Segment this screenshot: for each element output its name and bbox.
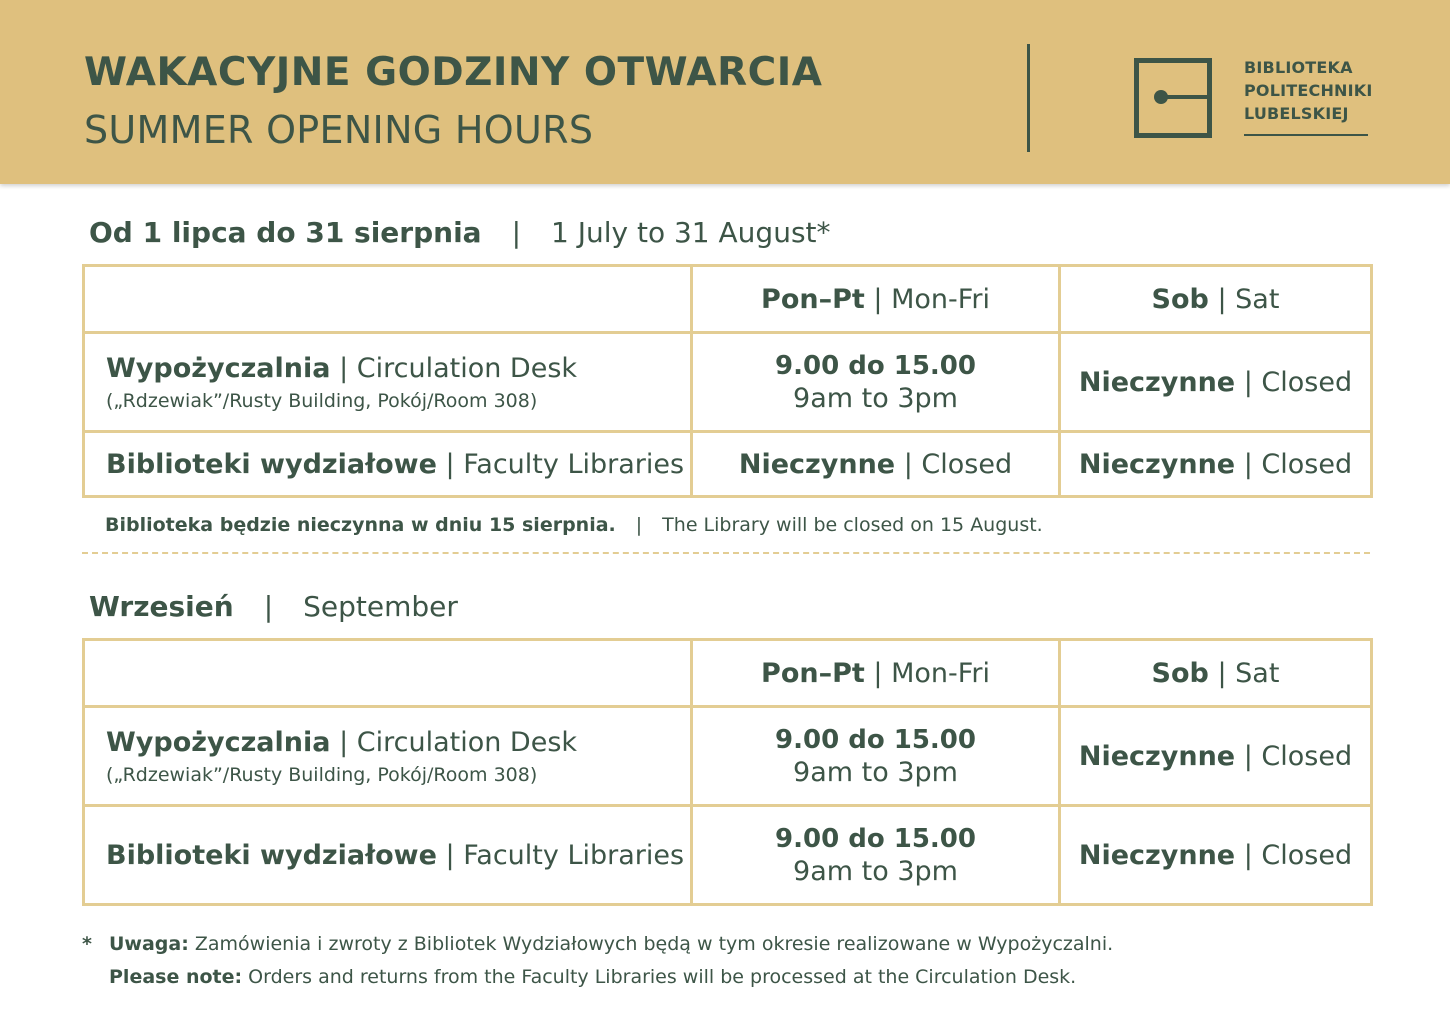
status-pl: Nieczynne <box>1078 740 1236 772</box>
weekdays-label-en: Mon-Fri <box>891 657 990 689</box>
separator: | <box>1217 283 1227 315</box>
saturday-hours-cell: Nieczynne | Closed <box>1060 707 1372 806</box>
header-empty-cell <box>84 266 692 333</box>
separator: | <box>873 283 883 315</box>
closure-note-pl: Biblioteka będzie nieczynna w dniu 15 sierpnia. <box>105 514 616 536</box>
footnote-label-pl: Uwaga: <box>109 933 189 955</box>
header-saturday-cell <box>1060 640 1372 707</box>
weekdays-label-pl: Pon–Pt <box>761 657 865 689</box>
hours-pl: 9.00 do 15.00 <box>775 350 976 381</box>
weekdays-label-en: Mon-Fri <box>891 283 990 315</box>
title-english: SUMMER OPENING HOURS <box>84 108 594 152</box>
weekdays-hours-cell <box>692 806 1060 905</box>
saturday-label-en: Sat <box>1235 283 1280 315</box>
table-header-row <box>84 640 1372 707</box>
footnote-line-en <box>82 961 1113 994</box>
status-en: Closed <box>1261 740 1353 772</box>
summer-heading-pl: Od 1 lipca do 31 sierpnia <box>89 216 482 249</box>
september-heading <box>89 590 458 623</box>
summer-heading <box>89 216 831 249</box>
footnote-text-pl: Zamówienia i zwroty z Bibliotek Wydziałowych będą w tym okresie realizowane w Wypożyczalni. <box>194 933 1114 955</box>
hours-en: 9am to 3pm <box>793 382 958 414</box>
header-weekdays-cell <box>692 640 1060 707</box>
title-polish: WAKACYJNE GODZINY OTWARCIA <box>84 50 823 95</box>
summer-hours-table <box>82 264 1373 498</box>
hours-en: 9am to 3pm <box>793 756 958 788</box>
location-name-en: Circulation Desk <box>356 352 578 384</box>
logo-line: POLITECHNIKI <box>1244 81 1373 100</box>
saturday-hours-cell: Nieczynne | Closed <box>1060 432 1372 497</box>
footnote-text-en: Orders and returns from the Faculty Libraries will be processed at the Circulation Desk. <box>248 966 1077 988</box>
saturday-label-en: Sat <box>1235 657 1280 689</box>
location-cell: Biblioteki wydziałowe | Faculty Libraries <box>84 806 692 905</box>
hours-pl: 9.00 do 15.00 <box>775 724 976 755</box>
summer-heading-en: 1 July to 31 August* <box>551 216 831 249</box>
footnote-label-en: Please note: <box>109 966 243 988</box>
heading-separator: | <box>511 216 522 249</box>
location-name-en: Faculty Libraries <box>463 448 685 480</box>
september-heading-pl: Wrzesień <box>89 590 234 623</box>
note-separator: | <box>635 514 643 536</box>
table-row <box>84 333 1372 432</box>
weekdays-label-pl: Pon–Pt <box>761 283 865 315</box>
location-cell: Wypożyczalnia | Circulation Desk („Rdzewiak”/Rusty Building, Pokój/Room 308) <box>84 707 692 806</box>
table-row <box>84 707 1372 806</box>
closure-note-en: The Library will be closed on 15 August. <box>662 514 1043 536</box>
logo-text <box>1244 56 1373 125</box>
separator: | <box>873 657 883 689</box>
status-en: Closed <box>1261 448 1353 480</box>
logo-line: BIBLIOTEKA <box>1244 58 1353 77</box>
closure-note <box>105 514 1043 536</box>
location-name-pl: Wypożyczalnia <box>106 352 331 384</box>
heading-separator: | <box>263 590 274 623</box>
status-pl: Nieczynne <box>1078 839 1236 871</box>
logo-line: LUBELSKIEJ <box>1244 104 1349 123</box>
footnote-line-pl <box>82 928 1113 961</box>
location-cell: Wypożyczalnia | Circulation Desk („Rdzewiak”/Rusty Building, Pokój/Room 308) <box>84 333 692 432</box>
status-pl: Nieczynne <box>738 448 896 480</box>
header-saturday-cell <box>1060 266 1372 333</box>
status-en: Closed <box>921 448 1013 480</box>
weekdays-hours-cell <box>692 707 1060 806</box>
separator: | <box>1217 657 1227 689</box>
status-pl: Nieczynne <box>1078 448 1236 480</box>
september-heading-en: September <box>303 590 458 623</box>
location-name-en: Faculty Libraries <box>463 839 685 871</box>
table-row <box>84 432 1372 497</box>
saturday-hours-cell: Nieczynne | Closed <box>1060 806 1372 905</box>
september-hours-table <box>82 638 1373 906</box>
status-en: Closed <box>1261 839 1353 871</box>
section-divider <box>82 552 1370 554</box>
weekdays-hours-cell <box>692 333 1060 432</box>
weekdays-hours-cell: Nieczynne | Closed <box>692 432 1060 497</box>
saturday-label-pl: Sob <box>1151 657 1209 689</box>
saturday-label-pl: Sob <box>1151 283 1209 315</box>
hours-pl: 9.00 do 15.00 <box>775 823 976 854</box>
table-row <box>84 806 1372 905</box>
footnote-marker: * <box>82 933 92 955</box>
location-name-pl: Wypożyczalnia <box>106 726 331 758</box>
table-header-row <box>84 266 1372 333</box>
logo-underline <box>1244 134 1368 136</box>
status-en: Closed <box>1261 366 1353 398</box>
library-logo-icon <box>1134 58 1212 138</box>
header-divider <box>1027 44 1030 152</box>
status-pl: Nieczynne <box>1078 366 1236 398</box>
header-empty-cell <box>84 640 692 707</box>
saturday-hours-cell: Nieczynne | Closed <box>1060 333 1372 432</box>
footnote <box>82 928 1113 994</box>
header-weekdays-cell <box>692 266 1060 333</box>
location-cell: Biblioteki wydziałowe | Faculty Libraries <box>84 432 692 497</box>
header-banner <box>0 0 1450 184</box>
location-address: („Rdzewiak”/Rusty Building, Pokój/Room 308) <box>106 389 538 412</box>
location-address: („Rdzewiak”/Rusty Building, Pokój/Room 308) <box>106 763 538 786</box>
location-name-pl: Biblioteki wydziałowe <box>106 839 437 871</box>
hours-en: 9am to 3pm <box>793 855 958 887</box>
location-name-pl: Biblioteki wydziałowe <box>106 448 437 480</box>
location-name-en: Circulation Desk <box>356 726 578 758</box>
